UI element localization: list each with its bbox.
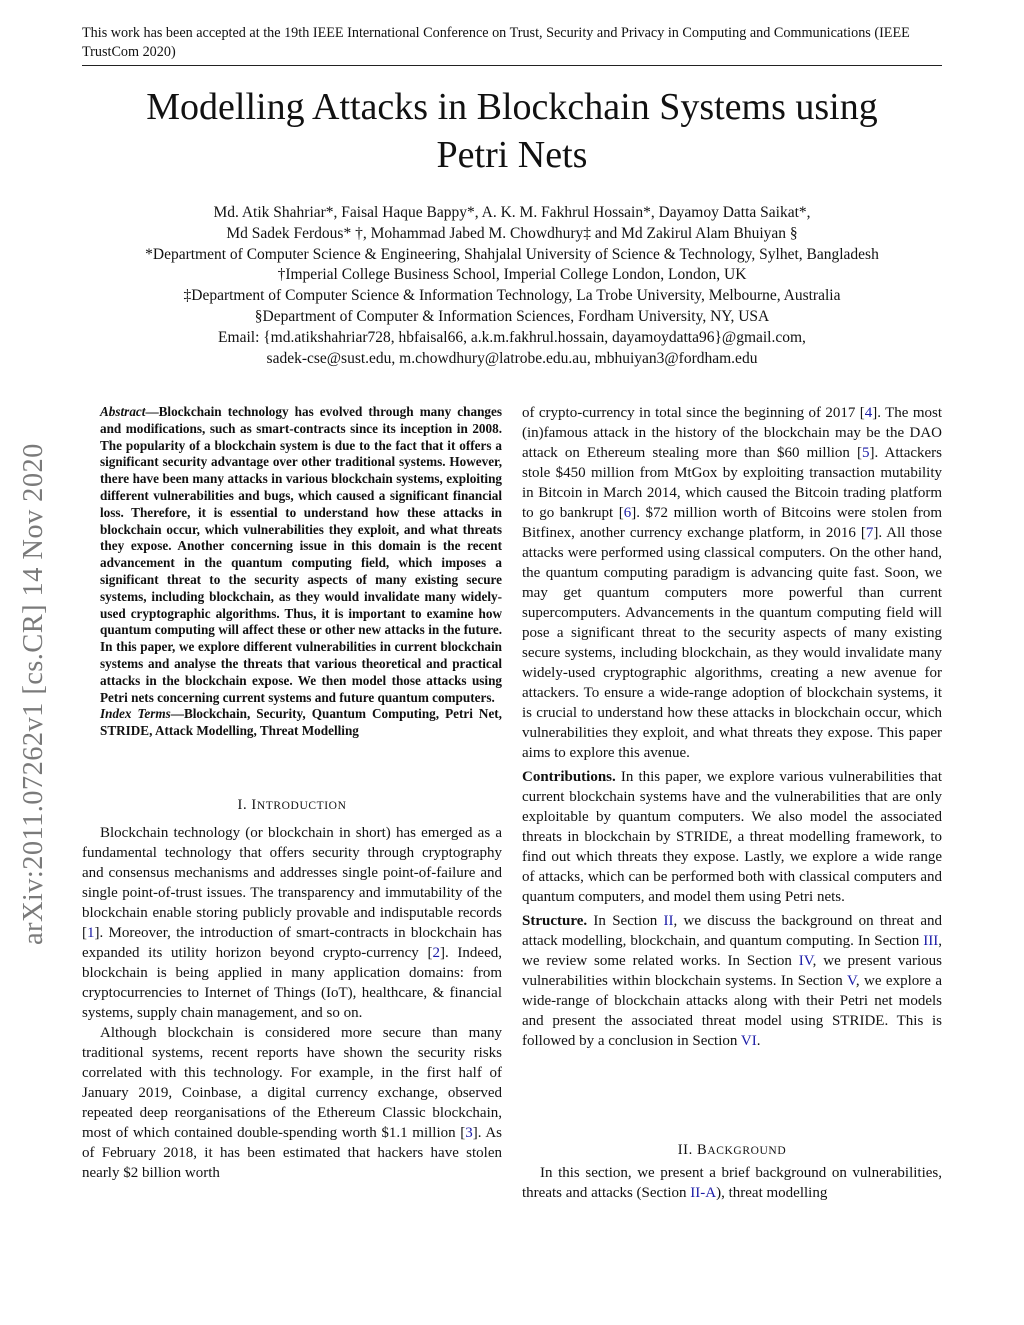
background-body xyxy=(522,1163,942,1203)
affiliation-1: *Department of Computer Science & Engineering, Shahjalal University of Science & Technology, Sylhet, Bangladesh xyxy=(145,245,879,263)
citation-4[interactable]: 4 xyxy=(864,405,873,421)
structure-paragraph: Structure. In Section II, we discuss the background on threat and attack modelling, blockchain, and quantum computing. In Section III, we review some related works. In Section IV, we present various vulnerabilities within blockchain systems. In Section V, we explore a wide-range of blockchain attacks along with their Petri net models and present the associated threat model using STRIDE. This is followed by a conclusion in Section VI. xyxy=(522,913,942,1049)
section-link-6[interactable]: VI xyxy=(740,1033,757,1049)
section-link-4[interactable]: IV xyxy=(798,953,813,969)
header-rule xyxy=(82,65,942,66)
section-title: ACKGROUND xyxy=(707,1145,787,1157)
background-paragraph-1: In this section, we present a brief background on vulnerabilities, threats and attacks (Section II-A), threat modelling xyxy=(522,1165,942,1201)
arxiv-stamp: arXiv:2011.07262v1 [cs.CR] 14 Nov 2020 xyxy=(18,443,49,945)
index-terms-lead: Index Terms xyxy=(100,706,171,722)
section-heading-introduction xyxy=(82,795,502,816)
citation-7[interactable]: 7 xyxy=(865,525,874,541)
author-block xyxy=(82,203,942,369)
title-line-1: Modelling Attacks in Blockchain Systems using xyxy=(146,86,878,128)
citation-1[interactable]: 1 xyxy=(87,925,95,941)
abstract xyxy=(82,404,502,740)
intro-paragraph-1: Blockchain technology (or blockchain in short) has emerged as a fundamental technology that offers security through cryptography and consensus mechanisms and addresses single point-of-failure and single point-of-trust issues. The transparency and immutability of the blockchain enable storing publicly provable and indisputable records [1]. Moreover, the introduction of smart-contracts in blockchain has expanded its utility horizon beyond crypto-currency [2]. Indeed, blockchain is being applied in many application domains: from cryptocurrencies to Internet of Things (IoT), healthcare, & financial systems, supply chain management, and so on. xyxy=(82,825,502,1021)
author-line-1: Md. Atik Shahriar*, Faisal Haque Bappy*, A. K. M. Fakhrul Hossain*, Dayamoy Datta Saikat*, xyxy=(213,204,811,221)
paper-title xyxy=(82,83,942,179)
right-column-body xyxy=(522,403,942,1051)
citation-2[interactable]: 2 xyxy=(432,945,440,961)
intro-paragraph-3: of crypto-currency in total since the beginning of 2017 [4]. The most (in)famous attack in the history of the blockchain may be the DAO attack on Ethereum stealing more than $60 million [5]. Attackers stole $450 million from MtGox by exploiting transaction mutability in Bitcoin in March 2014, which caused the Bitcoin trading platform to go bankrupt [6]. $72 million worth of Bitcoins were stolen from Bitfinex, another currency exchange platform, in 2016 [7]. All those attacks were performed using classical computers. On the other hand, the quantum computing paradigm is advancing quite fast. Soon, we may get quantum computers more powerful than current supercomputers. Advancements in the quantum computing field will pose a significant threat to the security aspects of many existing secure systems, including blockchain, as they would invalidate many widely-used cryptographic algorithms, creating a new avenue for attackers. To ensure a wide-range adoption of blockchain systems, it is crucial to understand how these attacks in blockchain occur, which vulnerabilities they exploit, and what threats they expose. This paper aims to explore this avenue. xyxy=(522,405,943,761)
section-number: I. I xyxy=(237,797,257,813)
section-link-2a[interactable]: II-A xyxy=(690,1185,717,1201)
conference-notice: This work has been accepted at the 19th IEEE International Conference on Trust, Security and Privacy in Computing and Communications (IEEE TrustCom 2020) xyxy=(82,25,910,60)
abstract-lead: Abstract xyxy=(100,404,146,419)
citation-3[interactable]: 3 xyxy=(465,1125,473,1141)
affiliation-4: §Department of Computer & Information Sciences, Fordham University, NY, USA xyxy=(254,307,770,325)
abstract-text: —Blockchain technology has evolved through many changes and modifications, such as smart-contracts since its inception in 2008. The popularity of a blockchain system is due to the fact that it offers a significant security advantage over other traditional systems. However, there have been many attacks in various blockchain systems, exploiting different vulnerabilities and bugs, which caused a significant financial loss. Therefore, it is essential to understand how these attacks in blockchain occur, which vulnerabilities they exploit, and what threats they expose. Another concerning issue in this domain is the recent advancement in the quantum computing field, which imposes a significant threat to the security aspects of many existing secure systems, including blockchain, as they would invalidate many widely-used cryptographic algorithms. Thus, it is important to examine how quantum computing will affect these or other new attacks in the future. In this paper, we explore different vulnerabilities in current blockchain systems and analyse the threats that various theoretical and practical attacks in the blockchain expose. We then model those attacks using Petri nets concerning current systems and future quantum computers. xyxy=(100,404,502,705)
intro-paragraph-2: Although blockchain is considered more secure than many traditional systems, recent reports have shown the security risks correlated with this technology. For example, in the first half of January 2019, Coinbase, a digital currency exchange, observed repeated deep reorganisations of the Ethereum Classic blockchain, most of which contained double-spending worth $1.1 million [3]. As of February 2018, it has been estimated that hackers have stolen nearly $2 billion worth xyxy=(82,1025,502,1181)
author-line-2: Md Sadek Ferdous* †, Mohammad Jabed M. Chowdhury‡ and Md Zakirul Alam Bhuiyan § xyxy=(226,224,798,242)
introduction-body xyxy=(82,823,502,1183)
citation-5[interactable]: 5 xyxy=(862,445,870,461)
section-link-2[interactable]: II xyxy=(663,913,674,929)
index-terms-text: —Blockchain, Security, Quantum Computing, Petri Net, STRIDE, Attack Modelling, Threat Modelling xyxy=(100,706,502,739)
contributions-paragraph: Contributions. In this paper, we explore various vulnerabilities that current blockchain systems have and the vulnerabilities that are only exploitable by quantum computers. We also model the associated threats in blockchain by STRIDE, a threat modelling framework, to find out which threats they expose. Lastly, we explore a wide range of attacks, which can be performed both with classical computers and quantum computers, and model them using Petri nets. xyxy=(522,769,942,905)
title-line-2: Petri Nets xyxy=(436,134,588,176)
citation-6[interactable]: 6 xyxy=(623,505,632,521)
section-number: II. B xyxy=(677,1142,708,1158)
email-line-2: sadek-cse@sust.edu, m.chowdhury@latrobe.edu.au, mbhuiyan3@fordham.edu xyxy=(266,349,758,367)
email-line-1: Email: {md.atikshahriar728, hbfaisal66, a.k.m.fakhrul.hossain, dayamoydatta96}@gmail.com, xyxy=(218,328,806,346)
section-heading-background xyxy=(522,1140,942,1161)
affiliation-2: †Imperial College Business School, Imperial College London, London, UK xyxy=(277,266,747,284)
section-title: NTRODUCTION xyxy=(256,800,347,812)
affiliation-3: ‡Department of Computer Science & Information Technology, La Trobe University, Melbourne, Australia xyxy=(183,287,841,305)
section-link-5[interactable]: V xyxy=(846,973,856,989)
section-link-3[interactable]: III xyxy=(923,933,939,949)
